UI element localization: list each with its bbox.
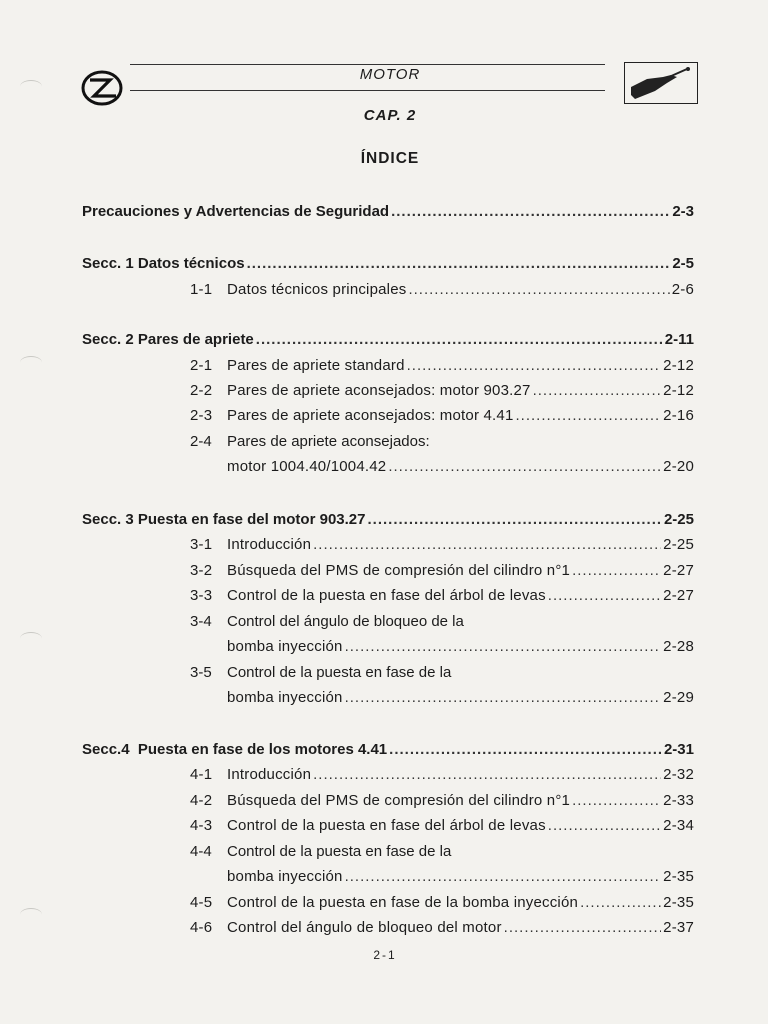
toc-page: 2-12 <box>663 382 694 399</box>
toc-item-title: Control de la puesta en fase del árbol de levas <box>227 587 546 604</box>
toc-item-title: Introducción <box>227 536 312 553</box>
toc-item <box>190 893 694 913</box>
toc-page: 2-35 <box>663 868 694 885</box>
toc-item-number: 4-6 <box>190 919 213 936</box>
toc-title: Precauciones y Advertencias de Seguridad <box>82 203 390 220</box>
toc-page: 2-6 <box>671 281 694 298</box>
toc-page: 2-37 <box>663 919 694 936</box>
toc-item-title: Control de la puesta en fase de la bomba inyección <box>227 894 579 911</box>
toc-item-number: 3-4 <box>190 613 212 630</box>
toc-page: 2-31 <box>663 741 694 758</box>
toc-item <box>190 663 451 683</box>
toc-item-title-continued: motor 1004.40/1004.42 <box>227 458 387 475</box>
toc-page: 2-33 <box>663 792 694 809</box>
index-title: ÍNDICE <box>360 150 420 167</box>
toc-item-number: 3-5 <box>190 664 212 681</box>
toc-item-title: Búsqueda del PMS de compresión del cilindro n°1 <box>227 792 571 809</box>
toc-title: Secc. 3 Puesta en fase del motor 903.27 <box>82 511 366 528</box>
header-rule-top <box>130 64 605 65</box>
toc-item-continued <box>227 867 694 887</box>
toc-item-number: 4-5 <box>190 894 213 911</box>
toc-item <box>190 432 430 452</box>
toc-item <box>190 586 694 606</box>
toc-item-continued <box>227 457 694 477</box>
toc-item-title: Control de la puesta en fase de la <box>227 843 452 860</box>
toc-page: 2-32 <box>663 766 694 783</box>
toc-page: 2-28 <box>663 638 694 655</box>
toc-item-number: 2-2 <box>190 382 213 399</box>
header-rule-bottom <box>130 90 605 91</box>
toc-section <box>82 510 694 530</box>
toc-item-continued <box>227 688 694 708</box>
toc-page: 2-16 <box>663 407 694 424</box>
toc-item-title-continued: bomba inyección <box>227 638 343 655</box>
toc-item-title: Búsqueda del PMS de compresión del cilindro n°1 <box>227 562 571 579</box>
toc-page: 2-5 <box>672 255 694 272</box>
toc-item <box>190 561 694 581</box>
chapter-label: CAP. 2 <box>363 107 417 124</box>
toc-item <box>190 535 694 555</box>
toc-section <box>82 202 694 222</box>
toc-item <box>190 381 694 401</box>
toc-page: 2-25 <box>663 511 694 528</box>
toc-item <box>190 842 451 862</box>
toc-item-title: Pares de apriete aconsejados: <box>227 433 430 450</box>
toc-item-continued <box>227 637 694 657</box>
toc-item-number: 4-3 <box>190 817 213 834</box>
toc-item-title: Introducción <box>227 766 312 783</box>
toc-item-title: Pares de apriete aconsejados: motor 903.27 <box>227 382 531 399</box>
toc-page: 2-3 <box>672 203 694 220</box>
toc-item-title: Datos técnicos principales <box>227 281 407 298</box>
toc-title: Secc. 2 Pares de apriete <box>82 331 254 348</box>
toc-item-number: 4-4 <box>190 843 212 860</box>
toc-item-title: Pares de apriete aconsejados: motor 4.41 <box>227 407 514 424</box>
toc-page: 2-25 <box>663 536 694 553</box>
toc-section <box>82 254 694 274</box>
toc-item-title: Control de la puesta en fase de la <box>227 664 452 681</box>
toc-item-number: 3-1 <box>190 536 213 553</box>
toc-item <box>190 765 694 785</box>
toc-title: Secc. 1 Datos técnicos <box>82 255 245 272</box>
toc-item <box>190 406 694 426</box>
toc-page: 2-29 <box>663 689 694 706</box>
brand-logo <box>80 68 126 108</box>
toc-item-number: 2-1 <box>190 357 213 374</box>
toc-item <box>190 791 694 811</box>
toc-item <box>190 816 694 836</box>
toc-item-number: 4-1 <box>190 766 213 783</box>
toc-item-number: 3-2 <box>190 562 213 579</box>
toc-item-title: Pares de apriete standard <box>227 357 405 374</box>
toc-page: 2-34 <box>663 817 694 834</box>
toc-title: Secc.4 Puesta en fase de los motores 4.41 <box>82 741 388 758</box>
toc-item-number: 3-3 <box>190 587 213 604</box>
toc-item <box>190 612 464 632</box>
toc-item <box>190 356 694 376</box>
toc-page: 2-27 <box>663 587 694 604</box>
toc-page: 2-20 <box>663 458 694 475</box>
toc-item <box>190 918 694 938</box>
toc-item-title-continued: bomba inyección <box>227 868 343 885</box>
toc-item-title-continued: bomba inyección <box>227 689 343 706</box>
toc-section <box>82 740 694 760</box>
toc-section <box>82 330 694 350</box>
toc-item-number: 4-2 <box>190 792 213 809</box>
toc-item <box>190 280 694 300</box>
toc-item-title: Control del ángulo de bloqueo del motor <box>227 919 502 936</box>
toc-page: 2-12 <box>663 357 694 374</box>
header-title: MOTOR <box>359 66 421 83</box>
toc-item-title: Control de la puesta en fase del árbol de levas <box>227 817 546 834</box>
toc-page: 2-35 <box>663 894 694 911</box>
engine-icon <box>624 62 698 104</box>
toc-item-number: 1-1 <box>190 281 213 298</box>
toc-item-number: 2-3 <box>190 407 213 424</box>
page-number: 2-1 <box>373 948 397 962</box>
toc-item-title: Control del ángulo de bloqueo de la <box>227 613 464 630</box>
toc-page: 2-27 <box>663 562 694 579</box>
toc-item-number: 2-4 <box>190 433 212 450</box>
toc-page: 2-11 <box>664 331 694 348</box>
